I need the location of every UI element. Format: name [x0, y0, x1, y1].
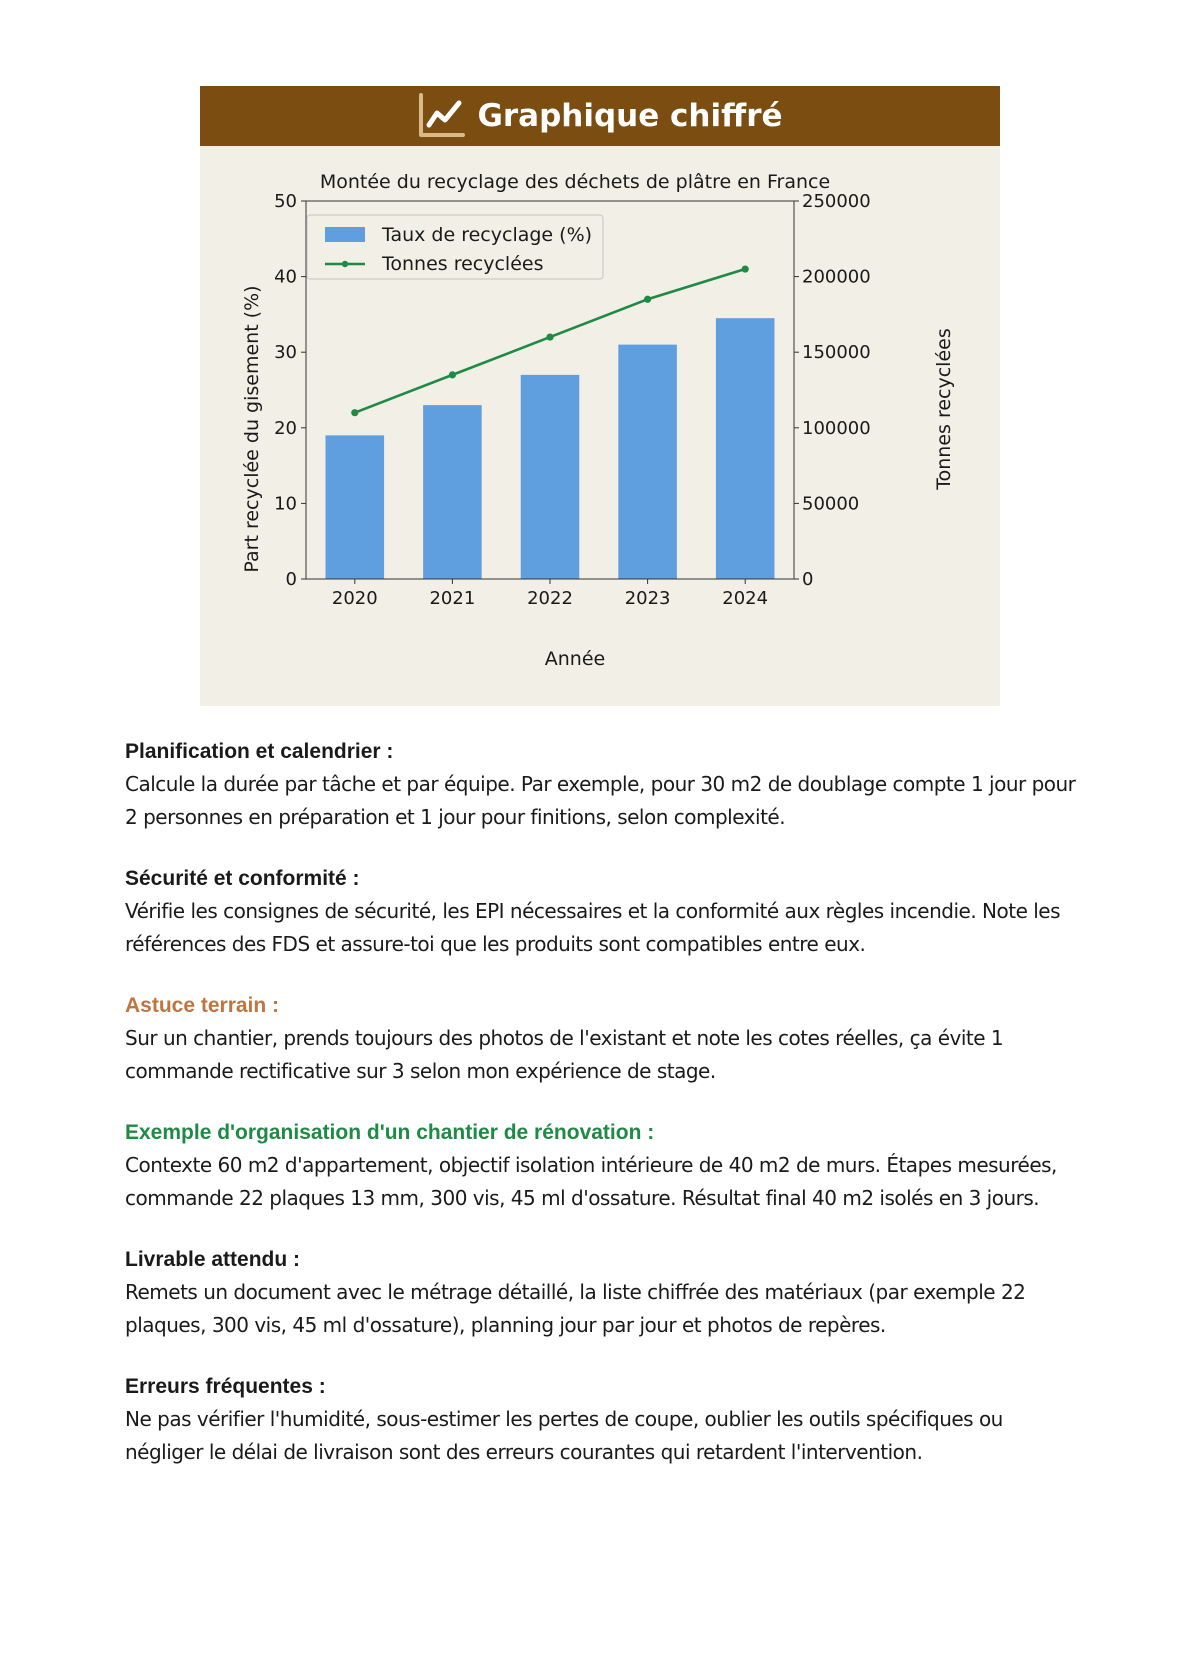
section-heading: Exemple d'organisation d'un chantier de rénovation : — [125, 1121, 655, 1144]
section-securite — [125, 863, 1085, 960]
y-tick-label: 10 — [274, 493, 297, 515]
y2-tick-label: 250000 — [802, 191, 871, 212]
section-body: Vérifie les consignes de sécurité, les EPI nécessaires et la conformité aux règles incendie. Note les références des FDS et assure-toi que les produits sont compatibles entre eux. — [125, 899, 1061, 956]
y-axis-label: Part recyclée du gisement (%) — [241, 285, 263, 573]
legend-label-line: Tonnes recyclées — [382, 253, 544, 275]
chart-title: Montée du recyclage des déchets de plâtre en France — [319, 171, 831, 193]
section-heading: Livrable attendu : — [125, 1248, 301, 1271]
tonnes-point-2023 — [644, 296, 651, 303]
bar-2020 — [326, 435, 385, 579]
bar-2024 — [716, 318, 775, 579]
chart-header — [200, 86, 1000, 146]
y2-tick-label: 50000 — [802, 493, 860, 515]
section-body: Calcule la durée par tâche et par équipe. Par exemple, pour 30 m2 de doublage compte 1 jour pour 2 personnes en préparation et 1 jour pour finitions, selon complexité. — [125, 772, 1076, 829]
section-body: Sur un chantier, prends toujours des photos de l'existant et note les cotes réelles, ça évite 1 commande rectificative sur 3 selon mon expérience de stage. — [125, 1026, 1004, 1083]
bar-2022 — [521, 375, 580, 579]
section-body: Contexte 60 m2 d'appartement, objectif isolation intérieure de 40 m2 de murs. Étapes mesurées, commande 22 plaques 13 mm, 300 vis, 45 ml d'ossature. Résultat final 40 m2 isolés en 3 jours. — [125, 1153, 1057, 1210]
chart-plot — [200, 146, 1000, 706]
y2-tick-label: 100000 — [802, 417, 871, 439]
y-tick-label: 20 — [274, 417, 297, 439]
header-title: Graphique chiffré — [477, 98, 783, 134]
tonnes-point-2021 — [449, 371, 456, 378]
y-tick-label: 40 — [274, 266, 297, 288]
legend-swatch-bar — [325, 227, 365, 242]
section-heading: Planification et calendrier : — [125, 740, 394, 763]
bar-2023 — [618, 345, 677, 579]
x-tick-label: 2021 — [429, 588, 476, 609]
tonnes-point-2024 — [742, 265, 749, 272]
section-planification — [125, 736, 1085, 833]
section-astuce — [125, 990, 1085, 1087]
section-body: Ne pas vérifier l'humidité, sous-estimer les pertes de coupe, oublier les outils spécifiques ou négliger le délai de livraison sont des erreurs courantes qui retardent l'intervention. — [125, 1407, 1003, 1464]
section-heading: Sécurité et conformité : — [125, 867, 360, 890]
y-tick-label: 0 — [285, 569, 297, 590]
chart-card — [200, 86, 1000, 706]
section-erreurs — [125, 1371, 1085, 1468]
section-heading: Astuce terrain : — [125, 994, 280, 1017]
x-axis-label: Année — [544, 648, 606, 670]
tonnes-point-2022 — [546, 333, 553, 340]
section-exemple — [125, 1117, 1085, 1214]
section-body: Remets un document avec le métrage détaillé, la liste chiffrée des matériaux (par exemple 22 plaques, 300 vis, 45 ml d'ossature), planning jour par jour et photos de repères. — [125, 1280, 1026, 1337]
y2-axis-label: Tonnes recyclées — [933, 328, 955, 490]
section-heading: Erreurs fréquentes : — [125, 1375, 326, 1398]
y2-tick-label: 0 — [802, 569, 814, 590]
bar-2021 — [423, 405, 482, 579]
x-tick-label: 2020 — [331, 588, 378, 609]
y2-tick-label: 200000 — [802, 266, 871, 288]
content — [125, 736, 1085, 1498]
x-tick-label: 2022 — [527, 588, 573, 609]
tonnes-point-2020 — [351, 409, 358, 416]
section-livrable — [125, 1244, 1085, 1341]
y2-tick-label: 150000 — [802, 342, 871, 364]
x-tick-label: 2023 — [624, 588, 671, 609]
legend-label-bar: Taux de recyclage (%) — [382, 224, 593, 246]
x-tick-label: 2024 — [722, 588, 769, 609]
legend-marker — [342, 261, 348, 267]
y-tick-label: 30 — [274, 342, 297, 364]
chart-legend — [307, 215, 603, 279]
y-tick-label: 50 — [274, 191, 297, 212]
line-chart-icon — [417, 93, 465, 139]
